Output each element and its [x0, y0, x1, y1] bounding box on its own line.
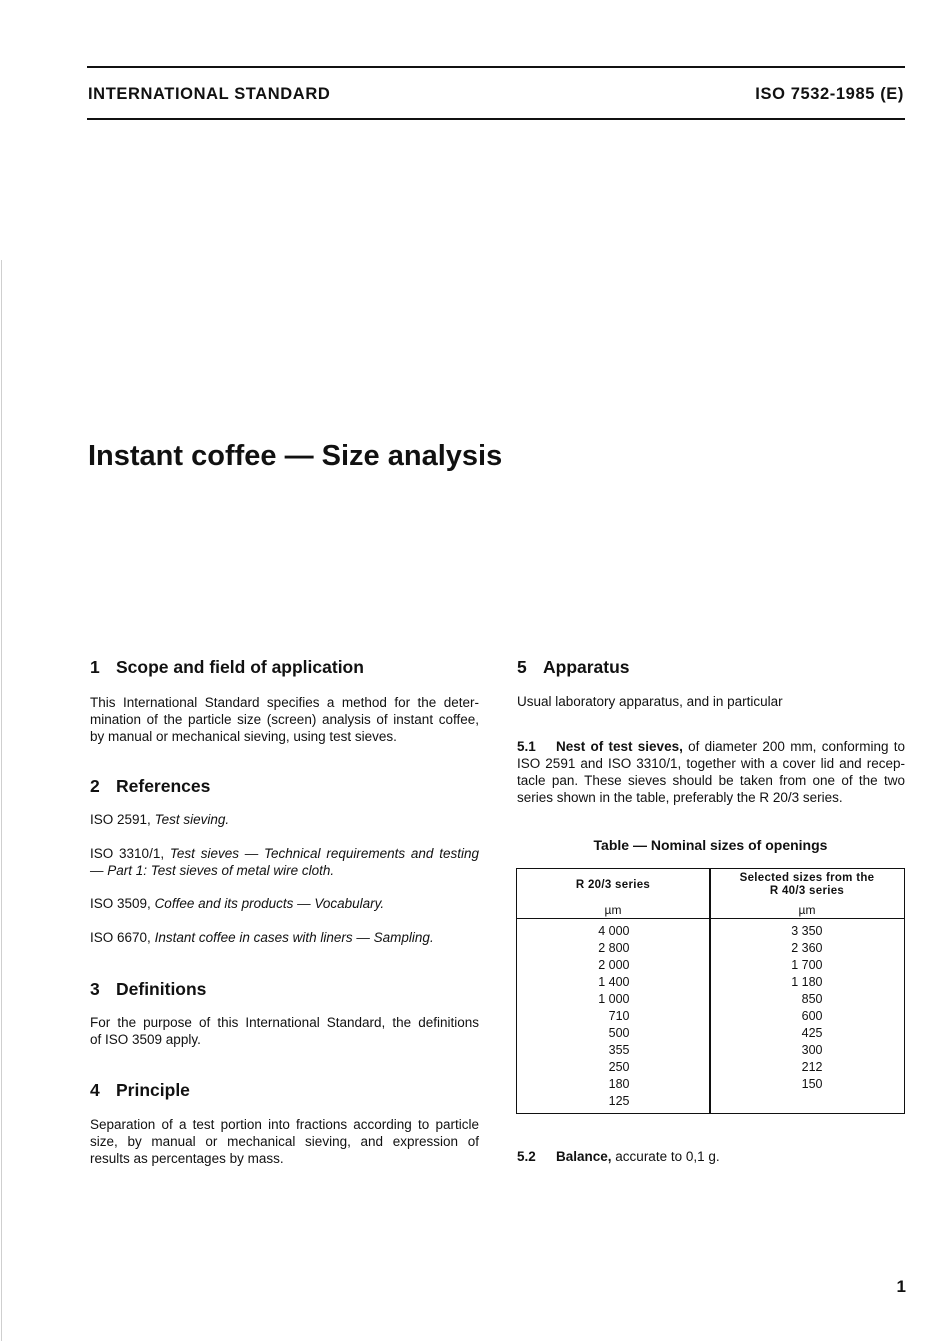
table-cell: 2 000: [598, 958, 630, 972]
table-cell: 180: [608, 1077, 630, 1091]
reference-iso-3509: [90, 895, 479, 912]
text-line: Usual laboratory apparatus, and in particular: [517, 694, 783, 709]
table-unit-r40-3: µm: [798, 903, 816, 917]
table-cell: 150: [801, 1077, 823, 1091]
running-header: [88, 84, 904, 104]
table-caption: Table — Nominal sizes of openings: [593, 837, 828, 853]
text-line: ISO 2591 and ISO 3310/1, together with a cover lid and recep-: [517, 756, 905, 771]
header-top-rule: [87, 66, 905, 68]
table-values-r20-3: [557, 923, 630, 1110]
reference-title: Test sieving.: [154, 812, 230, 827]
table-header-line: R 40/3 series: [769, 885, 845, 897]
reference-title: Instant coffee in cases with liners — Sampling.: [154, 930, 434, 945]
document-reference-label: ISO 7532-1985 (E): [755, 85, 904, 103]
section-1-heading: [90, 656, 479, 678]
table-cell: 850: [801, 992, 823, 1006]
text-line: tacle pan. These sieves should be taken from one of the two: [517, 773, 905, 788]
text-line: [90, 895, 479, 912]
clause-5-1-text: of diameter 200 mm, conforming to: [688, 739, 905, 754]
table-cell: 300: [801, 1043, 823, 1057]
page-number: 1: [896, 1277, 906, 1296]
text-line: For the purpose of this International Standard, the definitions: [90, 1015, 479, 1030]
table-cell: 1 400: [598, 975, 630, 989]
text-line: mination of the particle size (screen) analysis of instant coffee,: [90, 712, 479, 727]
text-line: Separation of a test portion into fractions according to particle: [90, 1117, 479, 1132]
table-cell: 2 800: [598, 941, 630, 955]
reference-title: Test sieves — Technical requirements and testing: [169, 846, 479, 861]
section-3-heading: [90, 978, 479, 1000]
reference-iso-6670: [90, 929, 479, 946]
text-line: This International Standard specifies a method for the deter-: [90, 695, 479, 710]
table-cell: 600: [801, 1009, 823, 1023]
section-1-number: 1: [90, 657, 100, 677]
document-type-label: INTERNATIONAL STANDARD: [88, 85, 331, 103]
clause-5-2-number: 5.2: [517, 1149, 536, 1164]
table-cell: 710: [608, 1009, 630, 1023]
text-line: results as percentages by mass.: [90, 1151, 284, 1166]
text-line: series shown in the table, preferably the R 20/3 series.: [517, 790, 843, 805]
section-4-text: [90, 1116, 479, 1167]
table-cell: 500: [608, 1026, 630, 1040]
text-line: by manual or mechanical sieving, using test sieves.: [90, 729, 397, 744]
section-5-title: Apparatus: [543, 657, 630, 677]
table-header-divider: [517, 918, 904, 920]
table-header-r20-3: R 20/3 series: [575, 879, 651, 891]
table-cell: 1 180: [791, 975, 823, 989]
table-cell: 4 000: [598, 924, 630, 938]
table-header-line: Selected sizes from the: [739, 872, 875, 884]
table-cell: 1 700: [791, 958, 823, 972]
table-header-r40-3: [711, 872, 903, 898]
section-3-title: Definitions: [116, 979, 207, 999]
table-cell: 425: [801, 1026, 823, 1040]
table-cell: 1 000: [598, 992, 630, 1006]
clause-5-2-text: accurate to 0,1 g.: [615, 1149, 720, 1164]
table-unit-r20-3: µm: [604, 903, 622, 917]
nominal-sizes-table: [516, 868, 905, 1114]
reference-title-continued: — Part 1: Test sieves of metal wire cloth.: [90, 863, 335, 878]
section-3-number: 3: [90, 979, 100, 999]
table-cell: 125: [608, 1094, 630, 1108]
table-values-r40-3: [757, 923, 823, 1093]
scan-edge-line: [1, 260, 2, 1341]
reference-iso-3310-1: [90, 845, 479, 879]
section-5-heading: [517, 656, 905, 678]
clause-5-1: [517, 738, 905, 806]
document-title: Instant coffee — Size analysis: [88, 440, 503, 472]
reference-title: Coffee and its products — Vocabulary.: [154, 896, 385, 911]
text-line: [90, 811, 479, 828]
clause-5-1-number: 5.1: [517, 739, 536, 754]
text-line: [517, 738, 905, 755]
section-1-text: [90, 694, 479, 745]
clause-5-2: [517, 1148, 905, 1165]
header-bottom-rule: [87, 118, 905, 120]
text-line: [517, 1148, 905, 1165]
reference-code: ISO 3509,: [90, 896, 151, 911]
text-line: [90, 929, 479, 946]
reference-code: ISO 2591,: [90, 812, 151, 827]
section-1-title: Scope and field of application: [116, 657, 364, 677]
reference-code: ISO 3310/1,: [90, 846, 165, 861]
section-5-number: 5: [517, 657, 527, 677]
text-line: of ISO 3509 apply.: [90, 1032, 201, 1047]
section-2-title: References: [116, 776, 211, 796]
table-cell: 212: [801, 1060, 823, 1074]
section-2-number: 2: [90, 776, 100, 796]
table-cell: 355: [608, 1043, 630, 1057]
clause-5-1-term: Nest of test sieves,: [556, 739, 683, 754]
text-line: [90, 845, 479, 862]
section-2-heading: [90, 775, 479, 797]
section-4-heading: [90, 1079, 479, 1101]
section-5-intro: [517, 693, 905, 710]
section-3-text: [90, 1014, 479, 1048]
clause-5-2-term: Balance,: [556, 1149, 612, 1164]
table-cell: 250: [608, 1060, 630, 1074]
reference-code: ISO 6670,: [90, 930, 151, 945]
table-cell: 3 350: [791, 924, 823, 938]
table-cell: 2 360: [791, 941, 823, 955]
section-4-title: Principle: [116, 1080, 190, 1100]
reference-iso-2591: [90, 811, 479, 828]
section-4-number: 4: [90, 1080, 100, 1100]
text-line: size, by manual or mechanical sieving, and expression of: [90, 1134, 479, 1149]
